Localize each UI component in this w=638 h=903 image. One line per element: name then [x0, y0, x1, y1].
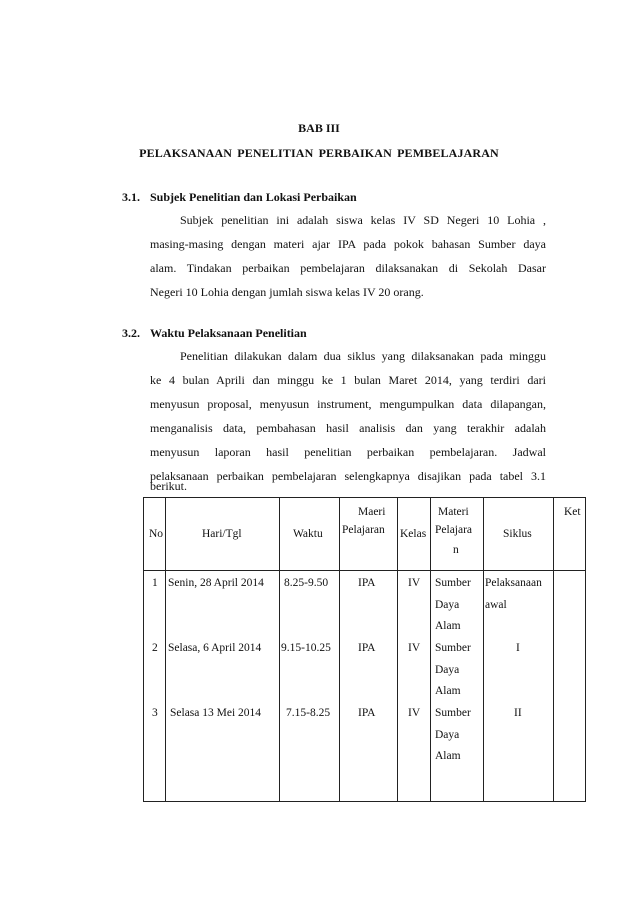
schedule-table	[143, 497, 586, 802]
section-number: 3.2.	[122, 326, 140, 340]
paragraph-line: alam. Tindakan perbaikan pembelajaran dilaksanakan di Sekolah Dasar	[150, 261, 546, 275]
row-1-siklus: awal	[485, 599, 507, 611]
table-body-row	[144, 571, 586, 802]
row-3-siklus: II	[514, 707, 522, 719]
header-ket: Ket	[554, 498, 586, 571]
paragraph-line: ke 4 bulan Aprili dan minggu ke 1 bulan Maret 2014, yang terdiri dari	[150, 373, 546, 387]
chapter-title: BAB III	[298, 121, 340, 135]
cell-kelas	[398, 571, 431, 802]
paragraph-line: masing-masing dengan materi ajar IPA pada pokok bahasan Sumber daya	[150, 237, 546, 251]
row-2-waktu: 9.15-10.25	[281, 642, 331, 654]
row-2-no: 2	[152, 642, 158, 654]
header-mata-pelajaran: Maeri Pelajaran	[340, 498, 398, 571]
row-2-materi: Alam	[435, 685, 461, 697]
row-3-waktu: 7.15-8.25	[286, 707, 331, 719]
header-no: No	[144, 498, 166, 571]
row-3-hari: Selasa 13 Mei 2014	[170, 707, 262, 719]
row-2-hari: Selasa, 6 April 2014	[168, 642, 262, 654]
row-1-siklus: Pelaksanaan	[485, 577, 542, 589]
row-3-materi: Daya	[435, 729, 460, 741]
row-1-mapel: IPA	[358, 577, 376, 589]
paragraph-line: menyusun laporan hasil penelitian perbaikan pembelajaran. Jadwal	[150, 445, 546, 459]
cell-no	[144, 571, 166, 802]
cell-ket	[554, 571, 586, 802]
row-3-materi: Alam	[435, 750, 461, 762]
row-2-materi: Daya	[435, 664, 460, 676]
paragraph-line: Negeri 10 Lohia dengan jumlah siswa kelas IV 20 orang.	[150, 285, 424, 299]
row-1-materi: Daya	[435, 599, 460, 611]
cell-hari-tgl	[166, 571, 280, 802]
row-1-hari: Senin, 28 April 2014	[168, 577, 264, 589]
cell-waktu	[280, 571, 340, 802]
paragraph-line: pelaksanaan perbaikan pembelajaran selengkapnya disajikan pada tabel 3.1	[150, 469, 546, 483]
header-waktu: Waktu	[280, 498, 340, 571]
row-3-mapel: IPA	[358, 707, 376, 719]
row-1-waktu: 8.25-9.50	[284, 577, 329, 589]
section-title: Subjek Penelitian dan Lokasi Perbaikan	[150, 190, 357, 204]
header-hari-tgl: Hari/Tgl	[166, 498, 280, 571]
header-kelas: Kelas	[398, 498, 431, 571]
row-1-materi: Sumber	[435, 577, 471, 589]
section-number: 3.1.	[122, 190, 140, 204]
header-materi: Materi Pelajara n	[431, 498, 484, 571]
paragraph-line: menyusun proposal, menyusun instrument, mengumpulkan data dilapangan,	[150, 397, 546, 411]
paragraph-line: berikut.	[150, 479, 187, 493]
row-1-kelas: IV	[408, 577, 421, 589]
row-2-kelas: IV	[408, 642, 421, 654]
row-1-materi: Alam	[435, 620, 461, 632]
section-heading-3-2	[122, 326, 307, 341]
cell-mapel	[340, 571, 398, 802]
cell-materi	[431, 571, 484, 802]
row-2-materi: Sumber	[435, 642, 471, 654]
row-1-no: 1	[152, 577, 158, 589]
table-header-row	[144, 498, 586, 571]
row-3-no: 3	[152, 707, 158, 719]
header-siklus: Siklus	[484, 498, 554, 571]
row-3-materi: Sumber	[435, 707, 471, 719]
section-title: Waktu Pelaksanaan Penelitian	[150, 326, 307, 340]
row-2-mapel: IPA	[358, 642, 376, 654]
row-3-kelas: IV	[408, 707, 421, 719]
section-heading-3-1	[122, 190, 357, 205]
cell-siklus	[484, 571, 554, 802]
paragraph-line: Subjek penelitian ini adalah siswa kelas IV SD Negeri 10 Lohia ,	[180, 213, 546, 227]
paragraph-line: menganalisis data, pembahasan hasil analisis dan yang terakhir adalah	[150, 421, 546, 435]
paragraph-line: Penelitian dilakukan dalam dua siklus yang dilaksanakan pada minggu	[180, 349, 546, 363]
chapter-subtitle: PELAKSANAAN PENELITIAN PERBAIKAN PEMBELAJARAN	[139, 146, 499, 160]
row-2-siklus: I	[516, 642, 520, 654]
